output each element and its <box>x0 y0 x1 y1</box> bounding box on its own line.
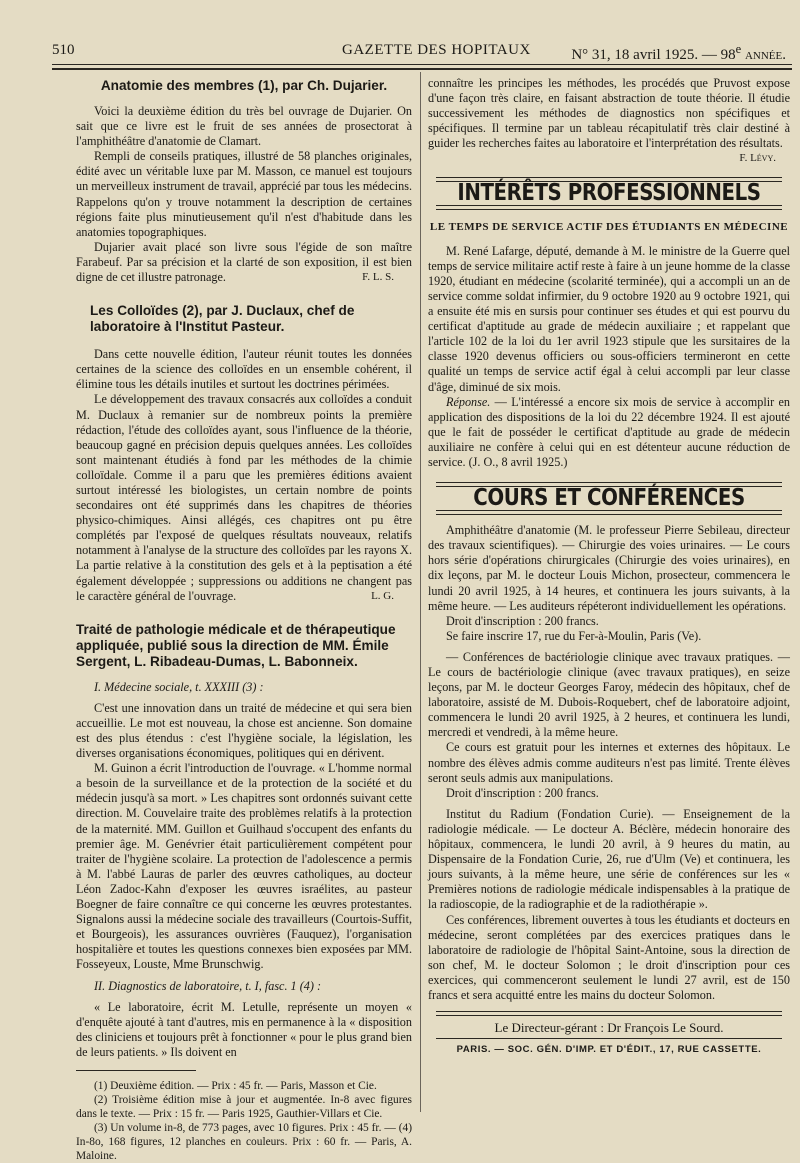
cours-heading: COURS ET CONFÉRENCES <box>473 485 745 512</box>
printer-imprint: PARIS. — SOC. GÉN. D'IMP. ET D'ÉDIT., 17, RUE CASSETTE. <box>456 1044 762 1056</box>
cours-para-2b: Ce cours est gratuit pour les internes et externes des hôpitaux. Le nombre des élèves admis comme auditeurs n'est pas limité. Trente élèves seront seuls admis aux manipulations. <box>428 740 790 785</box>
issue-date <box>571 42 786 64</box>
imprint-rule <box>436 1038 782 1039</box>
anatomie-signature: F. L. S. <box>362 271 394 284</box>
continued-paragraph: connaître les principes les méthodes, les procédés que Pruvost expose d'une façon très claire, en faisant abstraction de toute théorie. Il étudie successivement les méthodes de diagnostics non spécifiques et spécifiques. Il termine par un tableau récapitulatif très clair destiné à guider les recherches faites au laboratoire et l'interprétation des résultats. <box>428 76 790 151</box>
interets-para-1: M. René Lafarge, député, demande à M. le ministre de la Guerre quel temps de service militaire actif reste à faire à un jeune homme de la classe 1920, étudiant en médecine (scolarité terminée), qui a accompli un an de service comme soldat infirmier, du 9 octobre 1920 au 9 octobre 1921, qui a ensuite été mis en sursis pour continuer ses études et qui est pourvu du certificat d'aptitude au grade de médecin auxiliaire ; et rappelant que l'article 102 de la loi du 1er avril 1923 stipule que les sursitaires de la classe 1920 devenus officiers ou sous-officiers termineront en cette qualité un temps de service actif égal à celui accompli par leur classe d'âge, diminué de six mois. <box>428 243 790 394</box>
continued-signature: F. Lévy. <box>739 152 776 165</box>
journal-title: GAZETTE DES HOPITAUX <box>342 42 531 58</box>
anatomie-title: Anatomie des membres (1), par Ch. Dujarier. <box>100 78 388 93</box>
page-number: 510 <box>52 42 75 58</box>
reponse-text: — L'intéressé a encore six mois de service à accomplir en application des dispositions de la loi du 22 décembre 1924. Il est ajouté que le fait de posséder le certificat d'aptitude au grade de médecin auxiliaire ne confère à celui qui en est détenteur aucune réduction de service. (J. O., 8 avril 1925.) <box>428 394 790 469</box>
footnote-2: (2) Troisième édition mise à jour et augmentée. In-8 avec figures dans le texte. — Prix : 15 fr. — Paris 1925, Gauthier-Villars et Cie. <box>76 1093 412 1120</box>
right-column <box>428 76 790 1057</box>
footnote-1: (1) Deuxième édition. — Prix : 45 fr. — Paris, Masson et Cie. <box>94 1079 377 1092</box>
colloides-signature: L. G. <box>371 589 394 602</box>
footnote-rule <box>76 1070 196 1071</box>
anatomie-para-2: Rempli de conseils pratiques, illustré de 58 planches originales, édité avec un véritable luxe par M. Masson, ce manuel est toujours un merveilleux instrument de travail, apprécié par tous les médecins. Rappelons qu'on y trouve notamment la description de certaines régions faite plus minutieusement qu'il n'est d'habitude dans les anatomies topographiques. <box>76 149 412 239</box>
traite-ref-2: II. Diagnostics de laboratoire, t. I, fasc. 1 (4) : <box>94 978 322 993</box>
cours-para-1c: Se faire inscrire 17, rue du Fer-à-Moulin, Paris (Ve). <box>446 628 702 643</box>
cours-para-1: Amphithéâtre d'anatomie (M. le professeur Pierre Sebileau, directeur des travaux scientifiques). — Chirurgie des voies urinaires. — Le cours hors série d'opérations chirurgicales (Chirurgie des voies urinaires), en dix leçons, par M. le docteur Louis Michon, prosecteur, commencera le lundi 20 avril 1925, à 14 heures, et continuera les jours suivants, à la même heure. — Les auditeurs répéteront individuellement les opérations. <box>428 523 790 613</box>
anatomie-para-3-text: Dujarier avait placé son livre sous l'égide de son maître Farabeuf. Par sa précision et la clarté de son exposition, il est bien digne de cet illustre patronage. <box>76 239 412 285</box>
anatomie-para-3 <box>76 240 412 285</box>
colloides-para-2 <box>76 392 412 603</box>
colloides-title: Les Colloïdes (2), par J. Duclaux, chef de laboratoire à l'Institut Pasteur. <box>90 303 355 335</box>
traite-title: Traité de pathologie médicale et de thérapeutique appliquée, publié sous la direction de MM. Émile Sergent, L. Ribadeau-Dumas, L. Babonneix. <box>76 621 396 669</box>
traite-para-1: C'est une innovation dans un traité de médecine et qui sera bien accueillie. Le mot est nouveau, la chose est ancienne. Son domaine est des plus étendus : c'est l'hygiène sociale, la législation, les diverses organisations économiques, politiques qui en dérivent. <box>76 700 412 761</box>
interets-para-2 <box>428 395 790 470</box>
page-header <box>52 38 792 62</box>
interets-subheading: LE TEMPS DE SERVICE ACTIF DES ÉTUDIANTS EN MÉDECINE <box>429 220 789 233</box>
gerant-rule <box>436 1011 782 1016</box>
anatomie-para-1: Voici la deuxième édition du très bel ouvrage de Dujarier. On sait que ce livre est le fruit de ses années de prosectorat à l'amphithéâtre d'anatomie de Clamart. <box>76 104 412 149</box>
footnotes <box>76 1079 412 1163</box>
left-column <box>76 76 412 1163</box>
cours-para-2: — Conférences de bactériologie clinique avec travaux pratiques. — Le cours de bactériologie clinique (avec travaux pratiques), en seize leçons, par M. le docteur Georges Faroy, médecin des hôpitaux, chef de laboratoire, assisté de M. Dubois-Roquebert, chef de laboratoire adjoint, commencera le lundi 20 avril 1925, à 2 heures, et continuera les lundi, mercredi et vendredi, à la même heure. <box>428 649 790 740</box>
footnote-3: (3) Un volume in-8, de 773 pages, avec 10 figures. Prix : 45 fr. — (4) In-8o, 168 figures, 12 planches en couleurs. Prix : 60 fr. — Paris, A. Maloine. <box>76 1121 412 1162</box>
header-rule-thick <box>52 68 792 70</box>
annee-sup: e <box>735 42 742 56</box>
interets-heading: INTÉRÊTS PROFESSIONNELS <box>457 179 761 206</box>
colloides-para-2-text: Le développement des travaux consacrés aux colloïdes a conduit M. Duclaux à remanier sur de nombreux points la première rédaction, l'étude des colloïdes ayant, sous l'influence de la théorie, beaucoup gagné en précision depuis quelques années. Les colloïdes sont maintenant étudiés à fond par les méthodes de la chimie colloïdale. Comme il a paru que les premières éditions avaient surtout intéressé les biologistes, un certain nombre de points secondaires ont été supprimés dans les chapitres de théories physico-chimiques. Ainsi allégés, ces chapitres ont pu être complétés par l'exposé de quelques résultats nouveaux, relatifs notamment à l'analyse de la structure des colloïdes par les rayons X. La partie relative à la constitution des gels et à la peptisation a été également développée ; suppressions ou additions ne changent pas le caractère général de l'ouvrage. <box>76 392 412 603</box>
traite-ref-1: I. Médecine sociale, t. XXXIII (3) : <box>94 679 264 694</box>
traite-para-3: « Le laboratoire, écrit M. Letulle, représente un moyen « d'enquête ajouté à tant d'autres, mis en permanence à la « disposition des cliniciens et toujours prêt à fonctionner « pour le plus grand bien de leurs patients. » Ils doivent en <box>76 999 412 1059</box>
traite-para-2: M. Guinon a écrit l'introduction de l'ouvrage. « L'homme normal a besoin de la surveillance et de la protection de la société et du médecin jusqu'à sa mort. » Les chapitres sont ordonnés suivant cette direction. M. Couvelaire traite des problèmes relatifs à la protection de la maternité. MM. Guillon et Guilhaud s'occupent des enfants du premier âge. M. Genévrier était particulièrement compétent pour traiter de l'hygiène scolaire. La protection de l'adolescence a permis à M. l'abbé Lauras de parler des œuvres catholiques, au docteur Léon Zadoc-Kahn d'exposer les œuvres israélites, au pasteur Boegner de faire connaître ce qui concerne les œuvres protestantes. Signalons aussi la médecine sociale des travailleurs (Courtois-Suffit, et Bourgeois), les assurances ouvrières (Fauquez), l'organisation hospitalière et toutes les questions connexes bien exposées par MM. Fosseyeux, Louste, Mme Brunschwig. <box>76 761 412 972</box>
annee-label: année. <box>744 47 786 63</box>
issue-number: N° 31, 18 avril 1925. — 98 <box>571 47 736 63</box>
cours-para-2c: Droit d'inscription : 200 francs. <box>446 785 599 800</box>
column-divider <box>420 72 421 1112</box>
reponse-label: Réponse. <box>446 394 491 409</box>
colloides-para-1: Dans cette nouvelle édition, l'auteur réunit toutes les données certaines de la science des colloïdes en un ensemble cohérent, il élimine tous les détails inutiles et surtout les doctrines périmées. <box>76 347 412 392</box>
cours-para-3b: Ces conférences, librement ouvertes à tous les étudiants et docteurs en médecine, seront complétées par des exercices pratiques dans le laboratoire de radiologie de l'hôpital Saint-Antoine, sous la direction de son chef, M. le docteur Solomon ; le droit d'inscription pour ces exercices, qui commenceront seulement le lundi 27 avril, est de 150 francs et sera acquitté entre les mains du docteur Solomon. <box>428 912 790 1002</box>
header-rule <box>52 64 792 65</box>
directeur-gerant: Le Directeur-gérant : Dr François Le Sourd. <box>494 1020 724 1036</box>
cours-para-3: Institut du Radium (Fondation Curie). — Enseignement de la radiologie médicale. — Le docteur A. Béclère, médecin honoraire des hôpitaux, commencera, le lundi 20 avril, à 9 heures du matin, au Dispensaire de la Fondation Curie, 26, rue d'Ulm (Ve) et continuera, les jours suivants, à la même heure, une série de conférences sur les « Premières notions de radiologie médicale indispensables à la pratique de la radioscopie, de la radiographie et de la radiothérapie ». <box>428 806 790 912</box>
cours-para-1b: Droit d'inscription : 200 francs. <box>446 613 599 628</box>
